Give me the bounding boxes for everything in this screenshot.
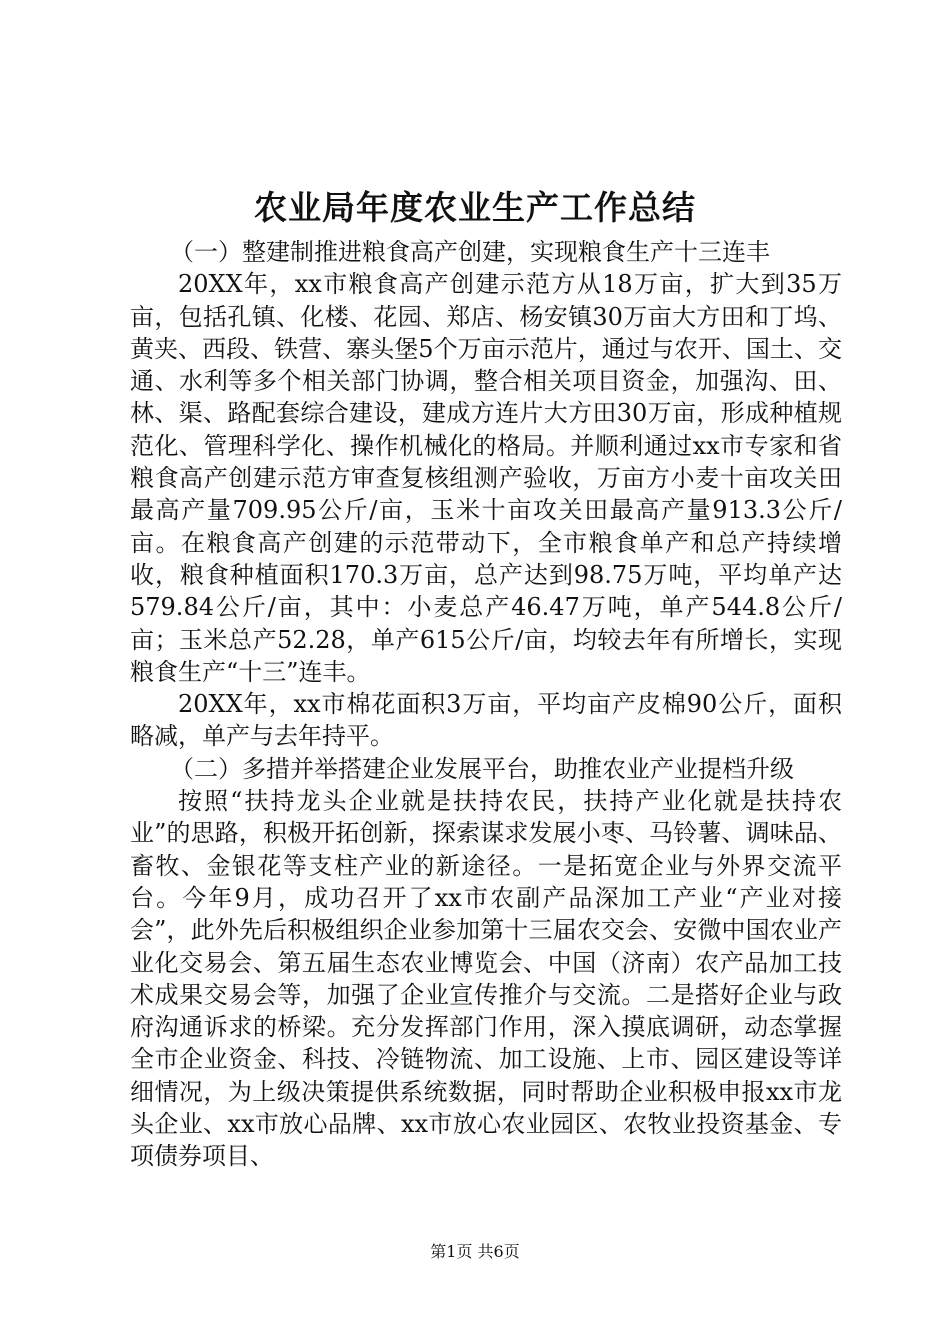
page-number-footer: 第1页 共6页: [430, 1242, 520, 1261]
paragraph-cotton: 20XX年，xx市棉花面积3万亩，平均亩产皮棉90公斤，面积略减，单产与去年持平。: [130, 690, 842, 751]
section-heading-2: （二）多措并举搭建企业发展平台，助推农业产业提档升级: [170, 754, 794, 783]
document-body: [130, 236, 842, 1173]
paragraph-enterprise-platform: 按照“扶持龙头企业就是扶持农民，扶持产业化就是扶持农业”的思路，积极开拓创新，探索谋求发展小枣、马铃薯、调味品、畜牧、金银花等支柱产业的新途径。一是拓宽企业与外界交流平台。今年9月，成功召开了xx市农副产品深加工产业“产业对接会”，此外先后积极组织企业参加第十三届农交会、安微中国农业产业化交易会、第五届生态农业博览会、中国（济南）农产品加工技术成果交易会等，加强了企业宣传推介与交流。二是搭好企业与政府沟通诉求的桥梁。充分发挥部门作用，深入摸底调研，动态掌握全市企业资金、科技、冷链物流、加工设施、上市、园区建设等详细情况，为上级决策提供系统数据，同时帮助企业积极申报xx市龙头企业、xx市放心品牌、xx市放心农业园区、农牧业投资基金、专项债券项目、: [130, 787, 842, 1171]
paragraph-grain-production: 20XX年，xx市粮食高产创建示范方从18万亩，扩大到35万亩，包括孔镇、化楼、花园、郑店、杨安镇30万亩大方田和丁坞、黄夹、西段、铁营、寨头堡5个万亩示范片，通过与农开、国土、交通、水利等多个相关部门协调，整合相关项目资金，加强沟、田、林、渠、路配套综合建设，建成方连片大方田30万亩，形成种植规范化、管理科学化、操作机械化的格局。并顺利通过xx市专家和省粮食高产创建示范方审查复核组测产验收，万亩方小麦十亩攻关田最高产量709.95公斤/亩，玉米十亩攻关田最高产量913.3公斤/亩。在粮食高产创建的示范带动下，全市粮食单产和总产持续增收，粮食种植面积170.3万亩，总产达到98.75万吨，平均单产达579.84公斤/亩，其中：小麦总产46.47万吨，单产544.8公斤/亩；玉米总产52.28，单产615公斤/亩，均较去年有所增长，实现粮食生产“十三”连丰。: [130, 270, 842, 686]
section-heading-1: （一）整建制推进粮食高产创建，实现粮食生产十三连丰: [170, 238, 770, 266]
document-title: 农业局年度农业生产工作总结: [254, 188, 696, 227]
